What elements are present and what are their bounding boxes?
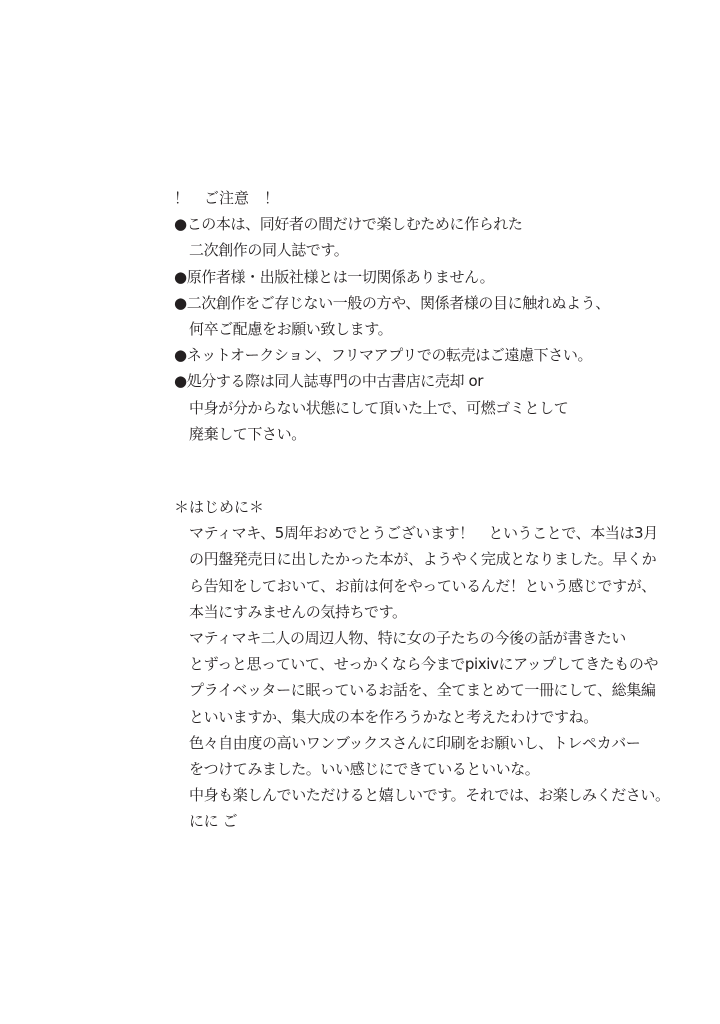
- intro-line: プライベッターに眠っているお話を、全てまとめて一冊にして、総集編: [189, 681, 656, 700]
- intro-line: 色々自由度の高いワンブックスさんに印刷をお願いし、トレペカバー: [189, 733, 641, 752]
- notice-line: 廃棄して下さい。: [189, 424, 306, 443]
- notice-section: [174, 185, 674, 447]
- notice-line: 二次創作の同人誌です。: [189, 241, 349, 260]
- intro-title: ＊はじめに＊: [174, 498, 265, 516]
- notice-line: 中身が分からない状態にして頂いた上で、可燃ゴミとして: [189, 398, 569, 417]
- intro-line: 本当にすみませんの気持ちです。: [189, 602, 407, 621]
- notice-line: 何卒ご配慮をお願い致します。: [189, 319, 393, 338]
- intro-section: [174, 494, 674, 834]
- intro-line: とずっと思っていて、せっかくなら今までpixivにアップしてきたものや: [189, 655, 659, 674]
- notice-line: ●原作者様・出版社様とは一切関係ありません。: [174, 267, 495, 286]
- intro-line: の円盤発売日に出したかった本が、ようやく完成となりました。早くか: [189, 550, 657, 569]
- notice-line: ●ネットオークション、フリマアプリでの転売はご遠慮下さい。: [174, 346, 593, 365]
- intro-line: マティマキ、5周年おめでとうございます！ ということで、本当は3月: [189, 524, 658, 543]
- notice-line: ●二次創作をご存じない一般の方や、関係者様の目に触れぬよう、: [174, 293, 610, 312]
- intro-line: といいますか、集大成の本を作ろうかなと考えたわけですね。: [189, 707, 598, 726]
- notice-title: ！ ご注意 ！: [174, 189, 280, 207]
- notice-line: ●この本は、同好者の間だけで楽しむために作られた: [174, 215, 523, 234]
- author-signature: にに ご: [189, 812, 238, 831]
- intro-line: をつけてみました。いい感じにできているといいな。: [189, 759, 540, 778]
- intro-line: ら告知をしておいて、お前は何をやっているんだ！という感じですが、: [189, 576, 656, 595]
- notice-line: ●処分する際は同人誌専門の中古書店に売却 or: [174, 372, 484, 391]
- intro-line: 中身も楽しんでいただけると嬉しいです。それでは、お楽しみください。: [189, 786, 670, 805]
- intro-line: マティマキ二人の周辺人物、特に女の子たちの今後の話が書きたい: [189, 628, 626, 647]
